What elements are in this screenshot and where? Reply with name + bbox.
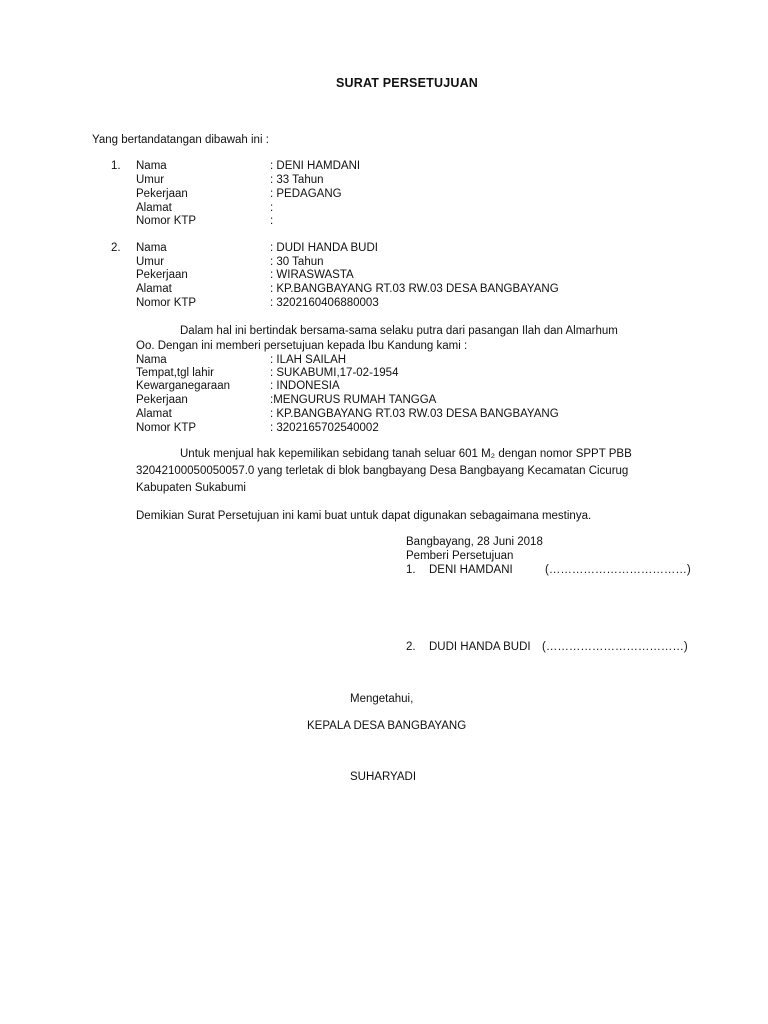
field-label: Alamat xyxy=(136,408,172,420)
person-2-number: 2. xyxy=(111,242,121,254)
signature-line: (………………………………) xyxy=(542,641,688,653)
field-value: : SUKABUMI,17-02-1954 xyxy=(270,367,399,379)
field-value: : 33 Tahun xyxy=(270,174,324,186)
field-value: : KP.BANGBAYANG RT.03 RW.03 DESA BANGBAYANG xyxy=(270,283,559,295)
field-label: Pekerjaan xyxy=(136,188,188,200)
signer-number: 2. xyxy=(406,641,416,653)
signer-name: DENI HAMDANI xyxy=(429,564,513,576)
field-label: Tempat,tgl lahir xyxy=(136,367,214,379)
signer-2 xyxy=(0,640,768,654)
field-label: Pekerjaan xyxy=(136,269,188,281)
signer-1 xyxy=(0,563,768,577)
intro-text: Yang bertandatangan dibawah ini : xyxy=(92,134,269,146)
statement-line-2: Oo. Dengan ini memberi persetujuan kepada Ibu Kandung kami : xyxy=(136,340,468,352)
field-value: : KP.BANGBAYANG RT.03 RW.03 DESA BANGBAYANG xyxy=(270,408,559,420)
field-value: : INDONESIA xyxy=(270,380,340,392)
purpose-line-1: Untuk menjual hak kepemilikan sebidang tanah seluar 601 M₂ dengan nomor SPPT PBB xyxy=(180,448,632,460)
field-value: : xyxy=(270,202,274,214)
statement-line-1: Dalam hal ini bertindak bersama-sama selaku putra dari pasangan Ilah dan Almarhum xyxy=(180,325,618,337)
field-label: Nama xyxy=(136,242,167,254)
purpose-line-3: Kabupaten Sukabumi xyxy=(136,482,246,494)
signer-number: 1. xyxy=(406,564,416,576)
field-value: : DENI HAMDANI xyxy=(270,160,361,172)
signature-line: (………………………………) xyxy=(545,564,691,576)
closing-text: Demikian Surat Persetujuan ini kami buat untuk dapat digunakan sebagaimana mestinya. xyxy=(136,510,592,522)
place-date: Bangbayang, 28 Juni 2018 xyxy=(406,536,543,548)
field-label: Nama xyxy=(136,354,167,366)
giver-label: Pemberi Persetujuan xyxy=(406,550,514,562)
field-label: Alamat xyxy=(136,283,172,295)
village-head-title: KEPALA DESA BANGBAYANG xyxy=(307,720,467,732)
field-value: : DUDI HANDA BUDI xyxy=(270,242,378,254)
field-value: : ILAH SAILAH xyxy=(270,354,347,366)
person-1-number: 1. xyxy=(111,160,121,172)
field-label: Umur xyxy=(136,174,165,186)
field-label: Umur xyxy=(136,256,165,268)
village-head-name: SUHARYADI xyxy=(350,771,417,783)
field-label: Nama xyxy=(136,160,167,172)
field-value: : 3202160406880003 xyxy=(270,297,379,309)
field-label: Nomor KTP xyxy=(136,297,197,309)
field-value: : PEDAGANG xyxy=(270,188,342,200)
signer-name: DUDI HANDA BUDI xyxy=(429,641,531,653)
field-value: : 30 Tahun xyxy=(270,256,324,268)
field-value: : WIRASWASTA xyxy=(270,269,354,281)
field-label: Kewarganegaraan xyxy=(136,380,230,392)
purpose-line-2: 32042100050050057.0 yang terletak di blok bangbayang Desa Bangbayang Kecamatan Cicurug xyxy=(136,465,629,477)
field-value: :MENGURUS RUMAH TANGGA xyxy=(270,394,437,406)
field-label: Alamat xyxy=(136,202,172,214)
field-label: Nomor KTP xyxy=(136,215,197,227)
acknowledged-label: Mengetahui, xyxy=(350,693,414,705)
field-label: Nomor KTP xyxy=(136,422,197,434)
field-label: Pekerjaan xyxy=(136,394,188,406)
field-value: : xyxy=(270,215,274,227)
document-title: SURAT PERSETUJUAN xyxy=(335,76,479,90)
field-value: : 3202165702540002 xyxy=(270,422,379,434)
